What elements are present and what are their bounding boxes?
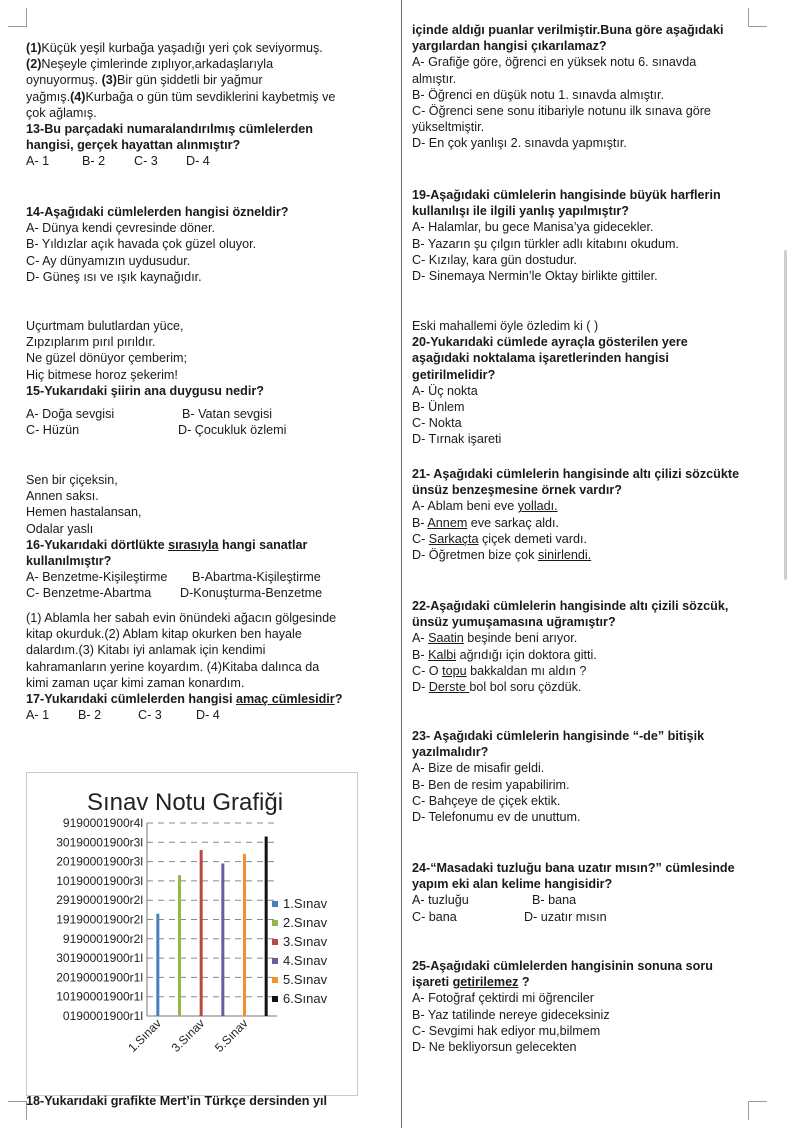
bar-5 [243,854,246,1016]
y-tick-label: 10190001900r1l [56,989,143,1004]
crop-mark-bottom-right [748,1101,767,1120]
question-15-options-row1[interactable]: A- Doğa sevgisi B- Vatan sevgisi [26,407,273,422]
legend-label: 3.Sınav [283,934,328,949]
y-tick-label: 9190001900r2l [62,931,143,946]
legend-swatch [272,958,278,964]
option-d[interactable]: D- Telefonumu ev de unuttum. [412,810,581,825]
option-c[interactable]: C- Bahçeye de çiçek ektik. [412,793,561,808]
option-c[interactable]: C- Sevgimi hak ediyor mu,bilmem [412,1023,601,1038]
option-b[interactable]: B- Yazarın şu çılgın türkler adlı kitabını okudum. [412,236,679,251]
option-b[interactable]: B- Annem eve sarkaç aldı. [412,515,560,530]
question-14-title: 14-Aşağıdaki cümlelerden hangisi özneldir? [26,205,289,219]
option-b[interactable]: B- Ünlem [412,400,465,415]
option-d[interactable]: D- Ne bekliyorsun gelecekten [412,1040,577,1055]
question-19-title: 19-Aşağıdaki cümlelerin hangisinde büyük harflerin [412,188,721,202]
option-c[interactable]: C- Kızılay, kara gün dostudur. [412,252,577,267]
question-25: 25-Aşağıdaki cümlelerden hangisinin sonuna soru işareti getirilemez ? A- Fotoğraf çektirdi mi öğrenciler B- Yaz tatilinde nereye gideceksiniz C- Sevgimi hak ediyor mu,bilmem D- Ne bekliyorsun gelecekten [412,958,772,1055]
option-d[interactable]: D- Sinemaya Nermin’le Oktay birlikte gittiler. [412,269,658,284]
option-d[interactable]: D- Tırnak işareti [412,432,502,447]
bar-4 [221,864,224,1016]
bar-3 [200,850,203,1016]
option-a[interactable]: A- Üç nokta [412,383,478,398]
option-c[interactable]: C- O topu bakkaldan mı aldın ? [412,663,587,678]
question-24: 24-“Masadaki tuzluğu bana uzatır mısın?” cümlesinde yapım eki alan kelime hangisidir? A- tuzluğu B- bana C- bana D- uzatır mısın [412,860,772,925]
y-tick-label: 30190001900r3l [56,835,143,850]
bar-2 [178,875,181,1016]
option-d[interactable]: D- En çok yanlışı 2. sınavda yapmıştır. [412,136,627,151]
question-23: 23- Aşağıdaki cümlelerin hangisinde “-de” bitişik yazılmalıdır? A- Bize de misafir geldi. B- Ben de resim yapabilirim. C- Bahçeye de çiçek ektik. D- Telefonumu ev de unuttum. [412,728,772,825]
question-16-options-row1[interactable]: A- Benzetme-Kişileştirme B-Abartma-Kişileştirme [26,570,321,585]
legend-label: 4.Sınav [283,953,328,968]
question-22: 22-Aşağıdaki cümlelerin hangisinde altı çizili sözcük, ünsüz yumuşamasına uğramıştır? A- Saatin beşinde beni arıyor. B- Kalbi ağrıdığı için doktora gitti. C- O topu bakkaldan mı aldın ? D- Derste bol bol soru çözdük. [412,598,772,695]
legend-label: 1.Sınav [283,896,328,911]
column-divider [401,0,402,1128]
option-a[interactable]: A- Dünya kendi çevresinde döner. [26,221,216,236]
question-24-title: 24-“Masadaki tuzluğu bana uzatır mısın?” cümlesinde [412,861,735,875]
bar-6 [265,837,268,1016]
option-c[interactable]: C- Öğrenci sene sonu itibariyle notunu ilk sınava göre [412,104,711,119]
legend-swatch [272,996,278,1002]
y-tick-label: 20190001900r3l [56,854,143,869]
legend-label: 2.Sınav [283,915,328,930]
option-d[interactable]: D- Derste bol bol soru çözdük. [412,680,582,695]
question-18-continued: içinde aldığı puanlar verilmiştir.Buna göre aşağıdaki yargılardan hangisi çıkarılamaz? A- Grafiğe göre, öğrenci en yüksek notu 6. sınavda almıştır. B- Öğrenci en düşük notu 1. sınavda almıştır. C- Öğrenci sene sonu itibariyle notunu ilk sınava göre yükseltmiştir. D- En çok yanlışı 2. sınavda yapmıştır. [412,22,772,152]
x-tick-label: 1.Sınav [125,1016,164,1055]
y-tick-label: 9190001900r4l [62,816,143,830]
question-15-options-row2[interactable]: C- Hüzün D- Çocukluk özlemi [26,423,287,438]
option-d[interactable]: D- Öğretmen bize çok sinirlendi. [412,548,592,563]
crop-mark-top-left [8,8,27,27]
question-24-options-row1[interactable]: A- tuzluğu B- bana [412,893,577,908]
question-18-title: 18-Yukarıdaki grafikte Mert’in Türkçe dersinden yıl [26,1094,327,1108]
bar-1 [156,914,159,1016]
y-tick-label: 0190001900r1l [62,1009,143,1023]
option-a[interactable]: A- Bize de misafir geldi. [412,761,545,776]
crop-mark-bottom-left [8,1101,27,1120]
question-21: 21- Aşağıdaki cümlelerin hangisinde altı çilizi sözcükte ünsüz benzeşmesine örnek vardır? A- Ablam beni eve yolladı. B- Annem eve sarkaç aldı. C- Sarkaçta çiçek demeti vardı. D- Öğretmen bize çok sinirlendi. [412,466,772,563]
question-19: 19-Aşağıdaki cümlelerin hangisinde büyük harflerin kullanılışı ile ilgili yanlış yapılmıştır? A- Halamlar, bu gece Manisa’ya gidecekler. B- Yazarın şu çılgın türkler adlı kitabını okudum. C- Kızılay, kara gün dostudur. D- Sinemaya Nermin’le Oktay birlikte gittiler. [412,187,772,284]
question-13-title: 13-Bu parçadaki numaralandırılmış cümlelerden [26,122,313,137]
question-24-options-row2[interactable]: C- bana D- uzatır mısın [412,909,607,924]
chart-title: Sınav Notu Grafiği [86,789,284,816]
question-13: (1)Küçük yeşil kurbağa yaşadığı yeri çok seviyormuş. (2)Neşeyle çimlerinde zıplıyor,arkadaşlarıyla oynuyormuş. (3)Bir gün şiddetli bir yağmur yağmış.(4)Kurbağa o gün tüm sevdiklerini kaybetmiş ve çok ağlamış. 13-Bu parçadaki numaralandırılmış cümlelerden hangisi, gerçek hayattan alınmıştır? A- 1 B- 2 C- 3 D- 4 [26,40,394,170]
option-a[interactable]: A- Grafiğe göre, öğrenci en yüksek notu 6. sınavda [412,55,697,70]
legend-swatch [272,901,278,907]
question-16: Sen bir çiçeksin, Annen saksı. Hemen hastalansan, Odalar yaslı 16-Yukarıdaki dörtlükte sırasıyla hangi sanatlar kullanılmıştır? A- Benzetme-Kişileştirme B-Abartma-Kişileştirme C- Benzetme-Abartma D-Konuşturma-Benzetme [26,472,394,602]
option-b[interactable]: B- Yıldızlar açık havada çok güzel oluyor. [26,237,257,252]
question-16-options-row2[interactable]: C- Benzetme-Abartma D-Konuşturma-Benzetme [26,586,323,601]
chart-svg [27,773,357,1095]
question-15-title: 15-Yukarıdaki şiirin ana duygusu nedir? [26,383,264,398]
question-14 [26,204,394,285]
legend-swatch [272,977,278,983]
y-tick-label: 10190001900r3l [56,873,143,888]
question-17-options[interactable]: A- 1 B- 2 C- 3 D- 4 [26,708,220,723]
question-15: Uçurtmam bulutlardan yüce, Zıpzıplarım pırıl pırıldır. Ne güzel dönüyor çemberim; Hiç bitmese horoz şekerim! 15-Yukarıdaki şiirin ana duygusu nedir? A- Doğa sevgisi B- Vatan sevgisi C- Hüzün D- Çocukluk özlemi [26,318,394,438]
question-23-title: 23- Aşağıdaki cümlelerin hangisinde “-de” bitişik [412,729,705,743]
option-c[interactable]: C- Ay dünyamızın uydusudur. [26,253,191,268]
option-a[interactable]: A- Halamlar, bu gece Manisa’ya gidecekler. [412,220,654,235]
question-20-title: 20-Yukarıdaki cümlede ayraçla gösterilen yere [412,335,688,350]
question-20: Eski mahallemi öyle özledim ki ( ) 20-Yukarıdaki cümlede ayraçla gösterilen yere aşağıdaki noktalama işaretlerinden hangisi getirilmelidir? A- Üç nokta B- Ünlem C- Nokta D- Tırnak işareti [412,318,772,448]
option-c[interactable]: C- Nokta [412,416,462,431]
legend-label: 6.Sınav [283,991,328,1006]
scrollbar-thumb[interactable] [784,250,787,580]
option-a[interactable]: A- Saatin beşinde beni arıyor. [412,631,578,646]
question-13-options[interactable]: A- 1 B- 2 C- 3 D- 4 [26,154,210,169]
y-tick-label: 30190001900r1l [56,951,143,966]
option-b[interactable]: B- Yaz tatilinde nereye gideceksiniz [412,1007,610,1022]
option-b[interactable]: B- Öğrenci en düşük notu 1. sınavda almıştır. [412,87,665,102]
legend-swatch [272,939,278,945]
option-c[interactable]: C- Sarkaçta çiçek demeti vardı. [412,531,587,546]
question-17: (1) Ablamla her sabah evin önündeki ağacın gölgesinde kitap okurduk.(2) Ablam kitap okurken ben hayale dalardım.(3) Kitabı iyi anlamak için kendimi kahramanların yerine koyardım. (4)Kitaba dalınca da kimi zaman uçar kimi zaman konardım. 17-Yukarıdaki cümlelerden hangisi amaç cümlesidir? A- 1 B- 2 C- 3 D- 4 [26,610,394,723]
y-tick-label: 29190001900r2l [56,893,143,908]
legend-swatch [272,920,278,926]
x-tick-label: 5.Sınav [211,1016,251,1055]
option-b[interactable]: B- Ben de resim yapabilirim. [412,777,570,792]
y-tick-label: 19190001900r2l [56,912,143,927]
exam-score-chart [26,772,358,1096]
legend-label: 5.Sınav [283,972,328,987]
question-17-title: 17-Yukarıdaki cümlelerden hangisi amaç cümlesidir? [26,692,343,707]
option-d[interactable]: D- Güneş ısı ve ışık kaynağıdır. [26,269,202,284]
question-21-title: 21- Aşağıdaki cümlelerin hangisinde altı çilizi sözcükte [412,467,740,481]
option-b[interactable]: B- Kalbi ağrıdığı için doktora gitti. [412,647,597,662]
question-22-title: 22-Aşağıdaki cümlelerin hangisinde altı çizili sözcük, [412,599,729,613]
question-16-title: 16-Yukarıdaki dörtlükte sırasıyla hangi sanatlar [26,537,308,552]
y-tick-label: 20190001900r1l [56,970,143,985]
x-tick-label: 3.Sınav [168,1016,208,1055]
option-a[interactable]: A- Ablam beni eve yolladı. [412,499,558,514]
option-a[interactable]: A- Fotoğraf çektirdi mi öğrenciler [412,991,594,1006]
question-25-title: 25-Aşağıdaki cümlelerden hangisinin sonuna soru [412,959,713,973]
